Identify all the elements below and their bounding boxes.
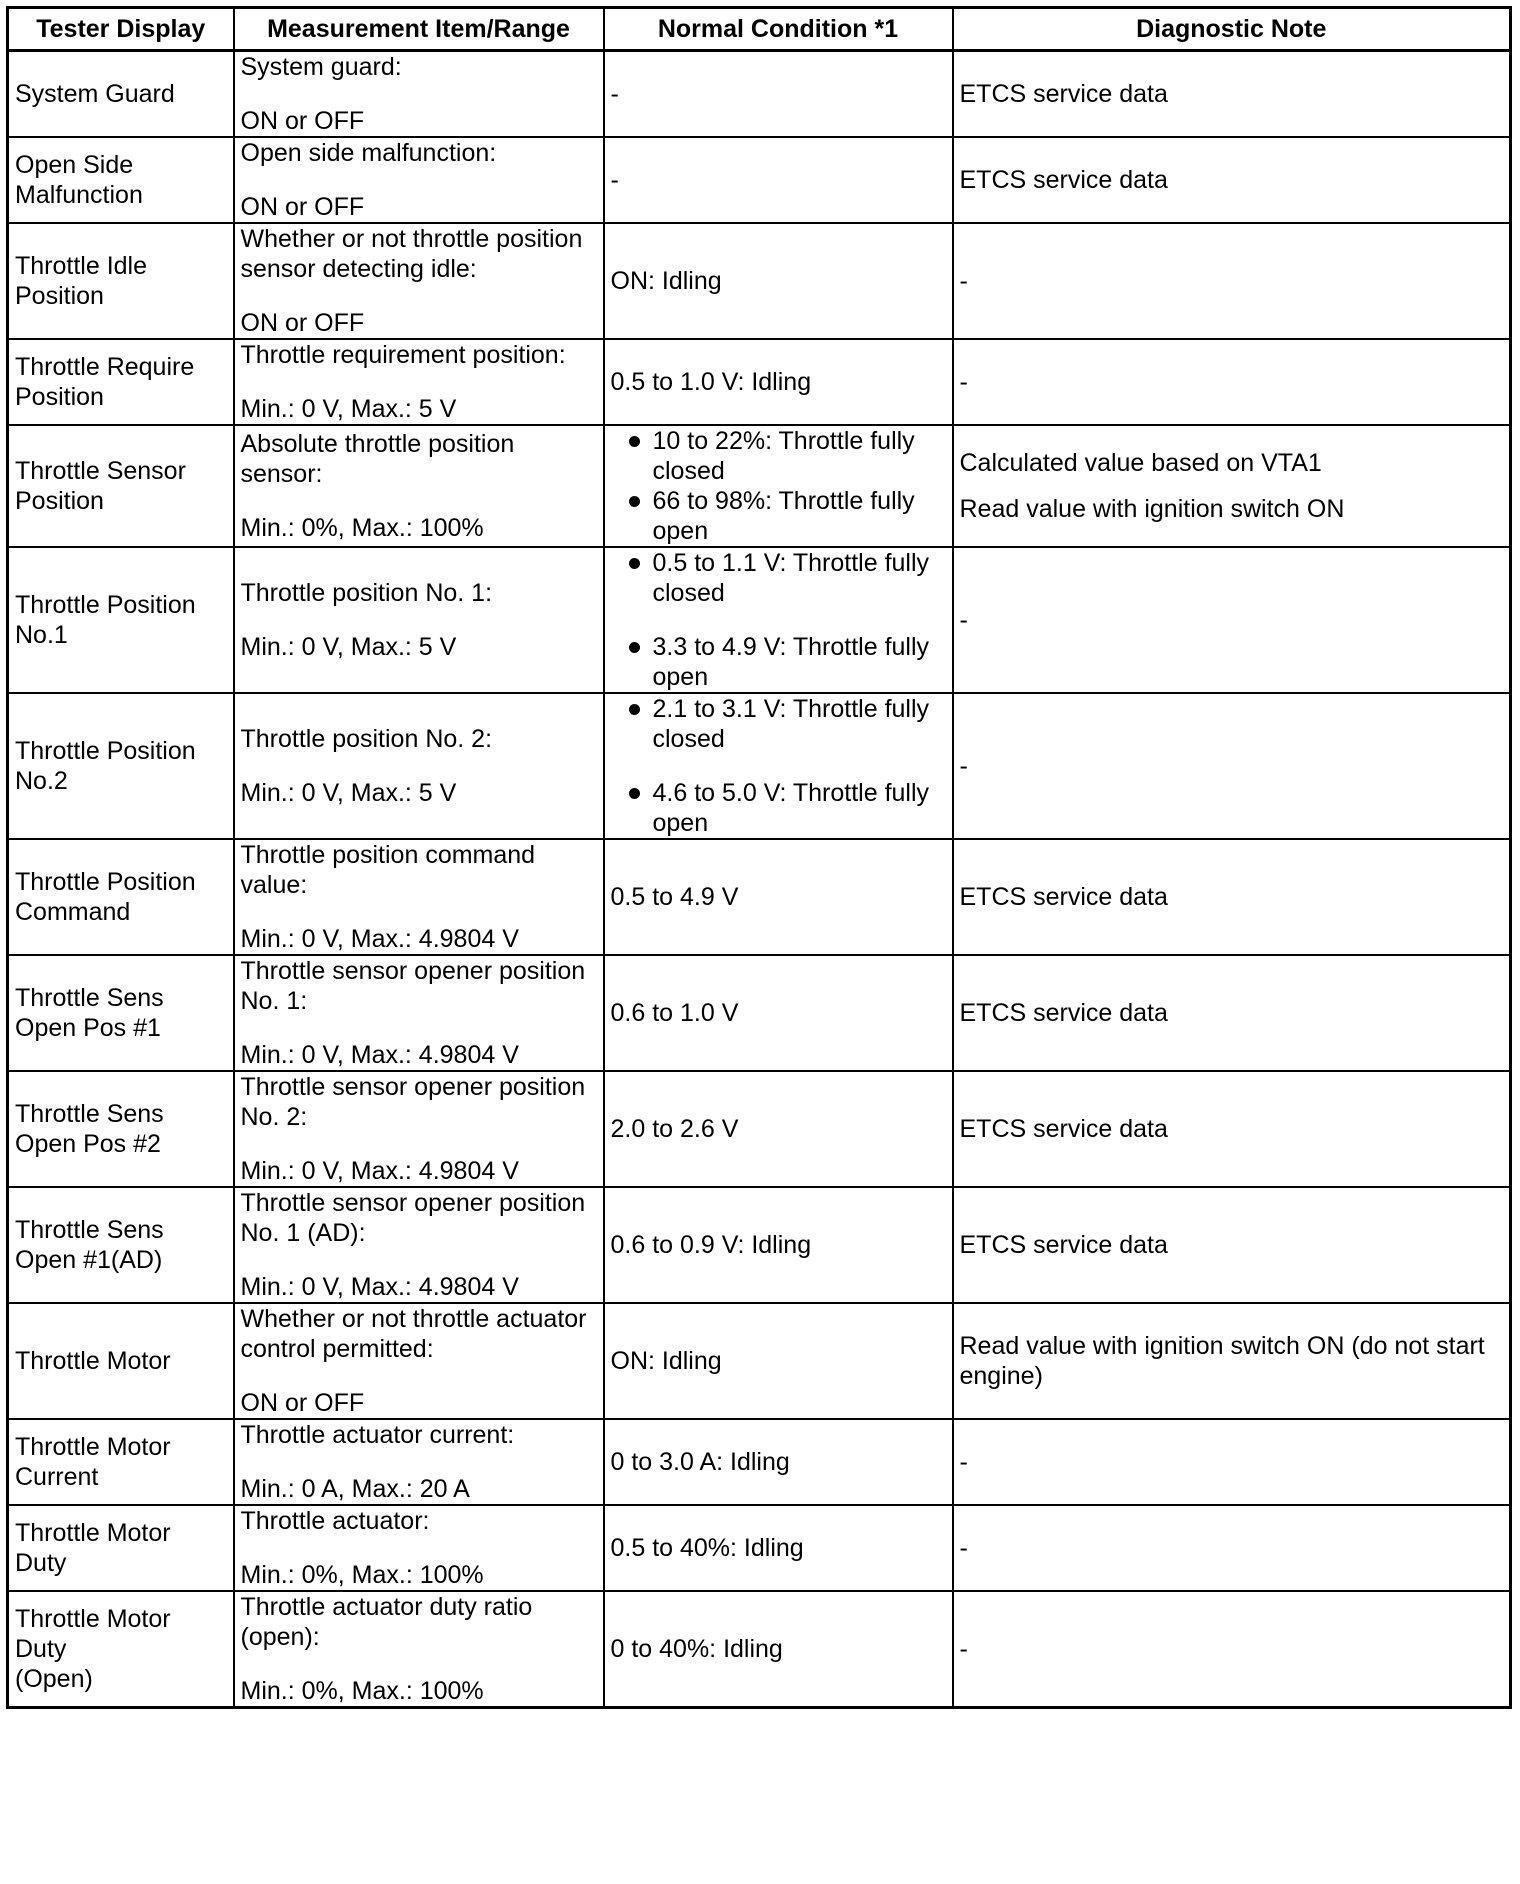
tester-display-cell: Throttle Position No.2 [8,693,234,839]
table-row [8,1419,1511,1505]
table-row [8,1071,1511,1187]
normal-condition-cell: - [604,51,953,138]
diagnostic-note-cell: ETCS service data [953,137,1511,223]
condition-bullet: 66 to 98%: Throttle fully open [611,486,946,546]
measurement-cell: Open side malfunction: ON or OFF [234,137,604,223]
table-row [8,693,1511,839]
normal-condition-cell: 0.6 to 1.0 V [604,955,953,1071]
diagnostic-note-cell: Calculated value based on VTA1 Read value with ignition switch ON [953,425,1511,547]
condition-bullet: 3.3 to 4.9 V: Throttle fully open [611,632,946,692]
tester-display-cell: System Guard [8,51,234,138]
diagnostic-note-cell: ETCS service data [953,839,1511,955]
condition-bullet: 0.5 to 1.1 V: Throttle fully closed [611,548,946,608]
normal-condition-cell: ON: Idling [604,1303,953,1419]
table-row [8,1505,1511,1591]
table-row [8,955,1511,1071]
normal-condition-cell: 2.0 to 2.6 V [604,1071,953,1187]
header-measurement-item: Measurement Item/Range [234,8,604,51]
diagnostic-note-cell: ETCS service data [953,955,1511,1071]
tester-display-cell: Throttle Motor Current [8,1419,234,1505]
measurement-cell: Throttle actuator: Min.: 0%, Max.: 100% [234,1505,604,1591]
measurement-cell: System guard: ON or OFF [234,51,604,138]
table-row [8,425,1511,547]
diagnostic-note-cell: - [953,1591,1511,1708]
measurement-cell: Throttle requirement position: Min.: 0 V, Max.: 5 V [234,339,604,425]
normal-condition-cell [604,425,953,547]
table-row [8,137,1511,223]
diagnostic-note-cell: Read value with ignition switch ON (do not start engine) [953,1303,1511,1419]
measurement-cell: Throttle position command value: Min.: 0 V, Max.: 4.9804 V [234,839,604,955]
diagnostic-note-cell: ETCS service data [953,51,1511,138]
tester-display-cell: Throttle Position Command [8,839,234,955]
data-list-table [6,6,1512,1709]
measurement-cell: Throttle position No. 2: Min.: 0 V, Max.: 5 V [234,693,604,839]
header-diagnostic-note: Diagnostic Note [953,8,1511,51]
table-row [8,839,1511,955]
diagnostic-note-cell: - [953,693,1511,839]
header-row [8,8,1511,51]
header-tester-display: Tester Display [8,8,234,51]
measurement-cell: Throttle position No. 1: Min.: 0 V, Max.: 5 V [234,547,604,693]
measurement-cell: Absolute throttle position sensor: Min.: 0%, Max.: 100% [234,425,604,547]
table-row [8,1303,1511,1419]
normal-condition-cell: 0.5 to 40%: Idling [604,1505,953,1591]
normal-condition-cell [604,547,953,693]
normal-condition-cell: 0.5 to 4.9 V [604,839,953,955]
diagnostic-note-cell: ETCS service data [953,1071,1511,1187]
tester-display-cell: Throttle Sensor Position [8,425,234,547]
normal-condition-cell: 0.6 to 0.9 V: Idling [604,1187,953,1303]
condition-bullet: 10 to 22%: Throttle fully closed [611,426,946,486]
normal-condition-cell: 0.5 to 1.0 V: Idling [604,339,953,425]
tester-display-cell: Throttle Position No.1 [8,547,234,693]
measurement-cell: Throttle actuator current: Min.: 0 A, Max.: 20 A [234,1419,604,1505]
tester-display-cell: Throttle Motor [8,1303,234,1419]
table-row [8,1591,1511,1708]
measurement-cell: Whether or not throttle position sensor detecting idle: ON or OFF [234,223,604,339]
tester-display-cell: Throttle Sens Open Pos #1 [8,955,234,1071]
diagnostic-note-cell: - [953,1419,1511,1505]
measurement-cell: Throttle sensor opener position No. 1: Min.: 0 V, Max.: 4.9804 V [234,955,604,1071]
normal-condition-cell: 0 to 40%: Idling [604,1591,953,1708]
condition-bullet: 4.6 to 5.0 V: Throttle fully open [611,778,946,838]
diagnostic-note-cell: - [953,339,1511,425]
tester-display-cell: Throttle Require Position [8,339,234,425]
measurement-cell: Throttle sensor opener position No. 2: Min.: 0 V, Max.: 4.9804 V [234,1071,604,1187]
normal-condition-cell: 0 to 3.0 A: Idling [604,1419,953,1505]
tester-display-cell: Throttle Sens Open Pos #2 [8,1071,234,1187]
measurement-cell: Whether or not throttle actuator control permitted: ON or OFF [234,1303,604,1419]
table-row [8,547,1511,693]
measurement-cell: Throttle actuator duty ratio (open): Min.: 0%, Max.: 100% [234,1591,604,1708]
table-row [8,51,1511,138]
measurement-cell: Throttle sensor opener position No. 1 (AD): Min.: 0 V, Max.: 4.9804 V [234,1187,604,1303]
tester-display-cell: Throttle Sens Open #1(AD) [8,1187,234,1303]
tester-display-cell: Throttle Motor Duty [8,1505,234,1591]
normal-condition-cell: ON: Idling [604,223,953,339]
diagnostic-note-cell: - [953,547,1511,693]
normal-condition-cell: - [604,137,953,223]
tester-display-cell: Throttle Idle Position [8,223,234,339]
condition-bullet: 2.1 to 3.1 V: Throttle fully closed [611,694,946,754]
header-normal-condition: Normal Condition *1 [604,8,953,51]
tester-display-cell: Open Side Malfunction [8,137,234,223]
tester-display-cell: Throttle Motor Duty (Open) [8,1591,234,1708]
diagnostic-note-cell: - [953,223,1511,339]
diagnostic-note-cell: ETCS service data [953,1187,1511,1303]
table-row [8,223,1511,339]
diagnostic-note-cell: - [953,1505,1511,1591]
table-row [8,339,1511,425]
normal-condition-cell [604,693,953,839]
table-row [8,1187,1511,1303]
